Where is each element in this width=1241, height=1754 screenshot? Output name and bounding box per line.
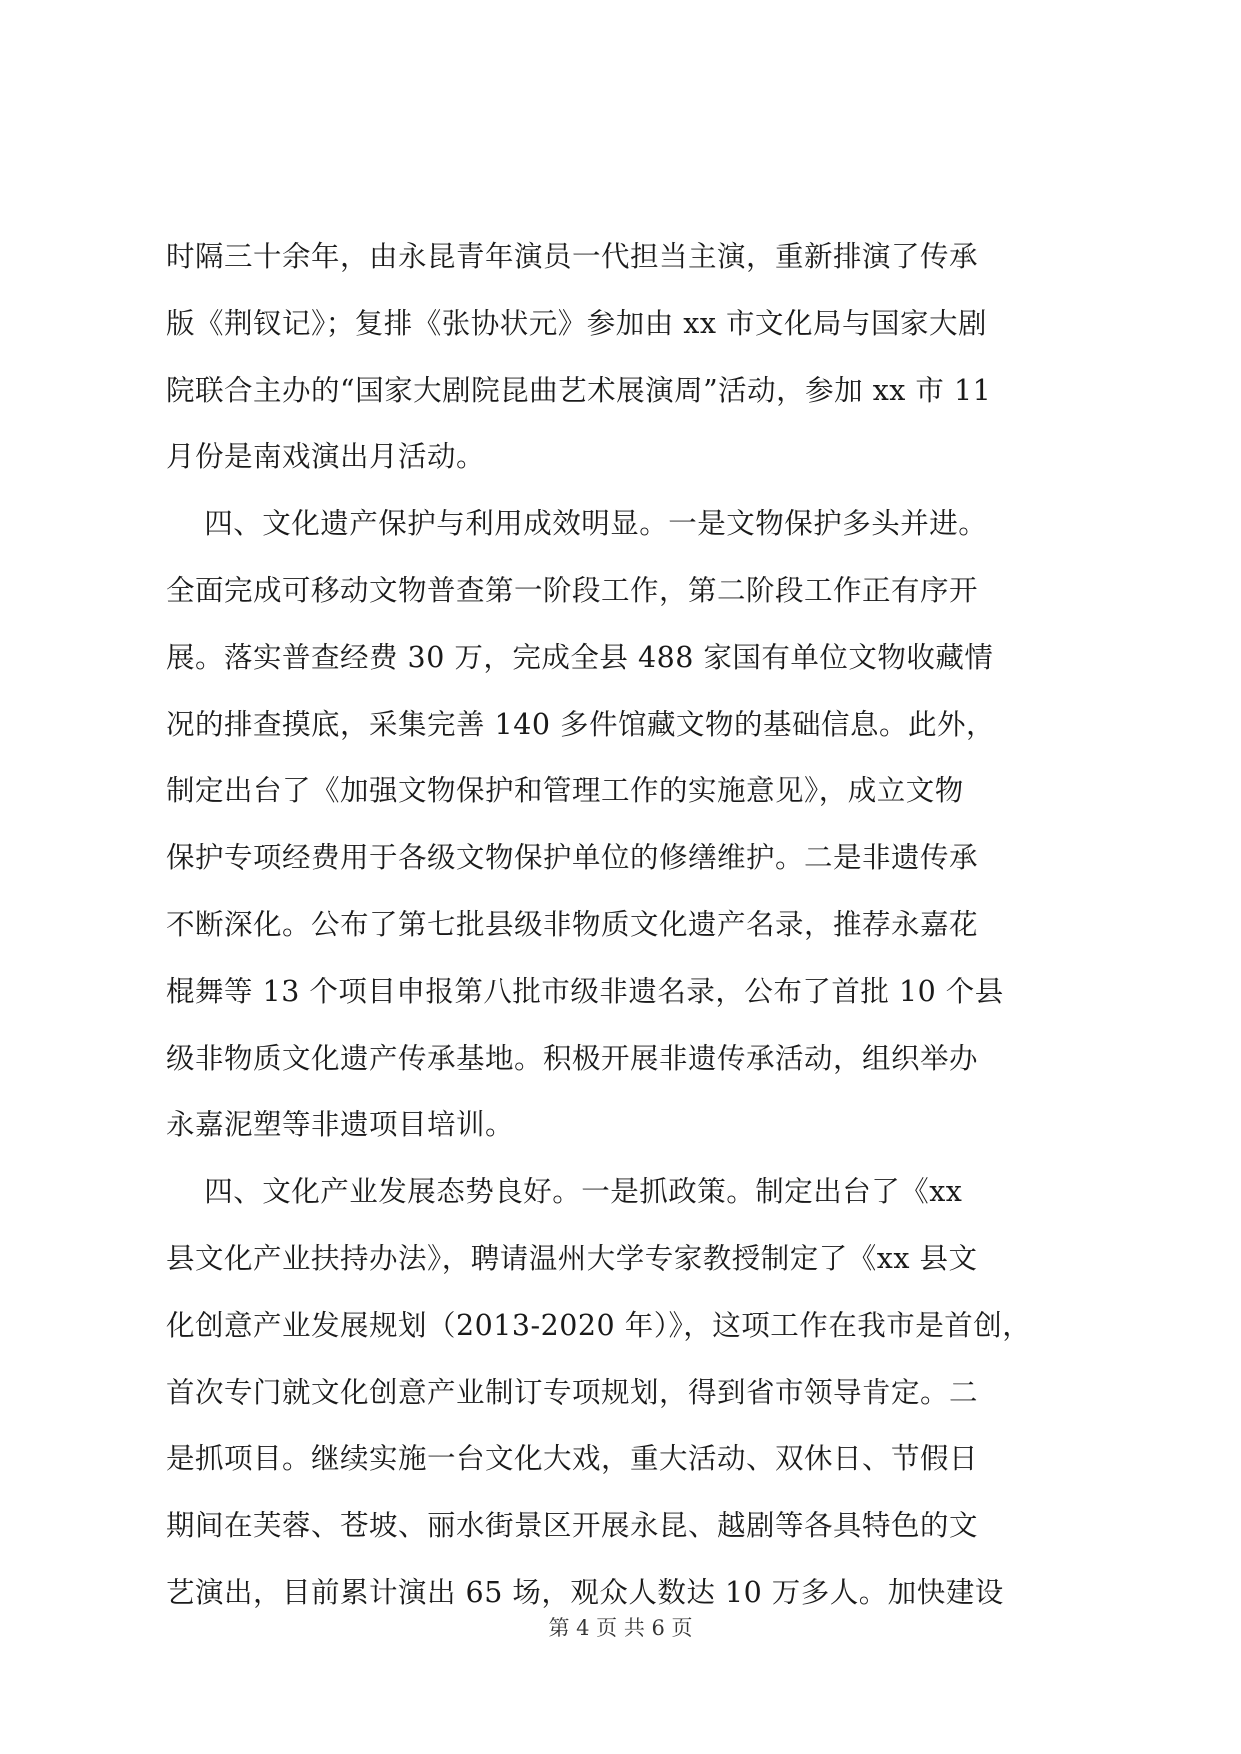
text-line: 期间在芙蓉、苍坡、丽水街景区开展永昆、越剧等各具特色的文 <box>166 1509 979 1543</box>
page-number-footer: 第 4 页 共 6 页 <box>548 1616 693 1640</box>
text-line: 四、文化产业发展态势良好。一是抓政策。制定出台了《xx <box>166 1175 963 1209</box>
text-line: 永嘉泥塑等非遗项目培训。 <box>166 1108 515 1142</box>
body-text <box>166 224 1078 1627</box>
text-line: 时隔三十余年，由永昆青年演员一代担当主演，重新排演了传承 <box>166 240 979 273</box>
text-line: 全面完成可移动文物普查第一阶段工作，第二阶段工作正有序开 <box>166 573 979 607</box>
text-line: 棍舞等 13 个项目申报第八批市级非遗名录，公布了首批 10 个县 <box>166 974 1004 1008</box>
text-line: 首次专门就文化创意产业制订专项规划，得到省市领导肯定。二 <box>166 1375 979 1409</box>
text-line: 县文化产业扶持办法》，聘请温州大学专家教授制定了《xx 县文 <box>166 1241 978 1275</box>
text-line: 艺演出，目前累计演出 65 场，观众人数达 10 万多人。加快建设 <box>166 1575 1004 1609</box>
text-line: 展。落实普查经费 30 万，完成全县 488 家国有单位文物收藏情 <box>166 640 994 674</box>
text-line: 月份是南戏演出月活动。 <box>166 440 486 474</box>
text-line: 四、文化遗产保护与利用成效明显。一是文物保护多头并进。 <box>166 507 988 541</box>
text-line: 级非物质文化遗产传承基地。积极开展非遗传承活动，组织举办 <box>166 1041 979 1075</box>
text-line: 保护专项经费用于各级文物保护单位的修缮维护。二是非遗传承 <box>166 841 979 875</box>
text-line: 不断深化。公布了第七批县级非物质文化遗产名录，推荐永嘉花 <box>166 907 979 941</box>
text-line: 院联合主办的“国家大剧院昆曲艺术展演周”活动，参加 xx 市 11 <box>166 373 992 407</box>
text-line: 版《荆钗记》；复排《张协状元》参加由 xx 市文化局与国家大剧 <box>166 306 988 340</box>
text-line: 是抓项目。继续实施一台文化大戏，重大活动、双休日、节假日 <box>166 1442 979 1476</box>
text-line: 制定出台了《加强文物保护和管理工作的实施意见》，成立文物 <box>166 774 964 808</box>
text-line: 况的排查摸底，采集完善 140 多件馆藏文物的基础信息。此外， <box>166 707 996 741</box>
text-line: 化创意产业发展规划（2013-2020 年）》，这项工作在我市是首创， <box>166 1308 1032 1342</box>
